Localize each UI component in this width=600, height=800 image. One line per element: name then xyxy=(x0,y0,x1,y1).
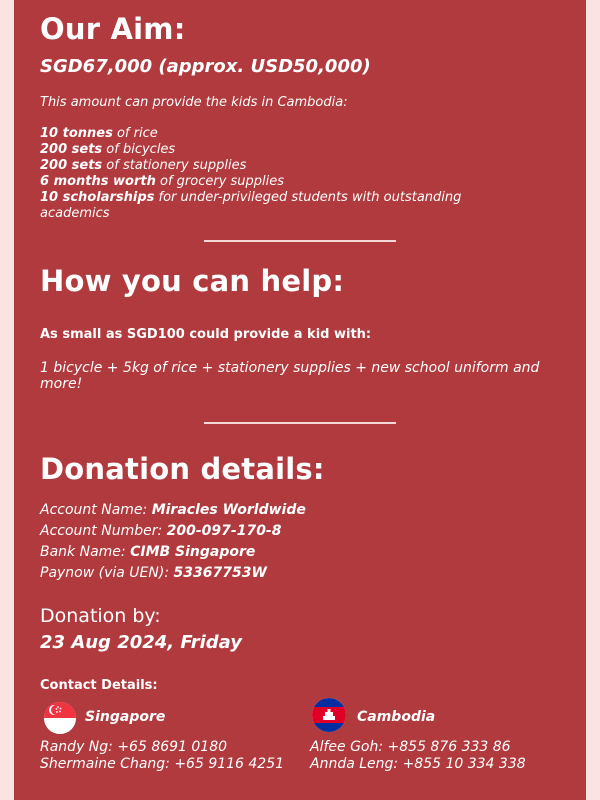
aim-item-text: of rice xyxy=(112,126,158,141)
help-lead: As small as SGD100 could provide a kid with: xyxy=(40,327,372,342)
aim-item xyxy=(40,174,461,190)
aim-item-text: of grocery supplies xyxy=(155,174,285,189)
donation-by-date: 23 Aug 2024, Friday xyxy=(40,632,242,653)
aim-item-continued: academics xyxy=(40,206,110,221)
aim-item-qty: 10 scholarships xyxy=(40,190,155,205)
aim-item xyxy=(40,126,461,142)
donation-by-label: Donation by: xyxy=(40,605,161,627)
aim-item-qty: 200 sets xyxy=(40,158,103,173)
contact-heading: Contact Details: xyxy=(40,678,158,693)
donation-heading: Donation details: xyxy=(40,452,325,486)
singapore-flag-icon xyxy=(44,702,76,734)
aim-heading: Our Aim: xyxy=(40,12,186,46)
aim-item-text: of stationery supplies xyxy=(102,158,247,173)
account-number-value: 200-097-170-8 xyxy=(166,523,282,539)
account-name-label: Account Name: xyxy=(40,502,152,518)
bank-name-label: Bank Name: xyxy=(40,544,131,560)
aim-item-text: for under-privileged students with outstanding xyxy=(154,190,462,205)
aim-item-qty: 200 sets xyxy=(40,142,103,157)
aim-intro: This amount can provide the kids in Cambodia: xyxy=(40,95,348,110)
bank-name-value: CIMB Singapore xyxy=(130,544,256,560)
singapore-contact-2: Shermaine Chang: +65 9116 4251 xyxy=(40,756,285,772)
account-number-row xyxy=(40,521,281,542)
help-line-2: more! xyxy=(40,376,83,392)
aim-item xyxy=(40,142,461,158)
cambodia-flag-icon xyxy=(312,698,346,732)
divider xyxy=(204,240,396,242)
divider xyxy=(204,422,396,424)
cambodia-contact-2: Annda Leng: +855 10 334 338 xyxy=(310,756,526,772)
paynow-value: 53367753W xyxy=(173,565,267,581)
aim-list xyxy=(40,126,461,222)
aim-item xyxy=(40,158,461,174)
account-name-value: Miracles Worldwide xyxy=(151,502,306,518)
paynow-label: Paynow (via UEN): xyxy=(40,565,174,581)
aim-amount: SGD67,000 (approx. USD50,000) xyxy=(40,56,371,77)
account-number-label: Account Number: xyxy=(40,523,167,539)
aim-item-qty: 6 months worth xyxy=(40,174,156,189)
help-line-1: 1 bicycle + 5kg of rice + stationery supplies + new school uniform and xyxy=(40,360,540,376)
help-heading: How you can help: xyxy=(40,264,345,298)
aim-item xyxy=(40,190,461,206)
bank-name-row xyxy=(40,542,255,563)
singapore-label: Singapore xyxy=(85,709,166,725)
aim-item-text: of bicycles xyxy=(102,142,176,157)
singapore-contact-1: Randy Ng: +65 8691 0180 xyxy=(40,739,228,755)
account-name-row xyxy=(40,500,306,521)
cambodia-contact-1: Alfee Goh: +855 876 333 86 xyxy=(310,739,511,755)
paynow-row xyxy=(40,563,267,584)
cambodia-label: Cambodia xyxy=(357,709,436,725)
aim-item-qty: 10 tonnes xyxy=(40,126,113,141)
